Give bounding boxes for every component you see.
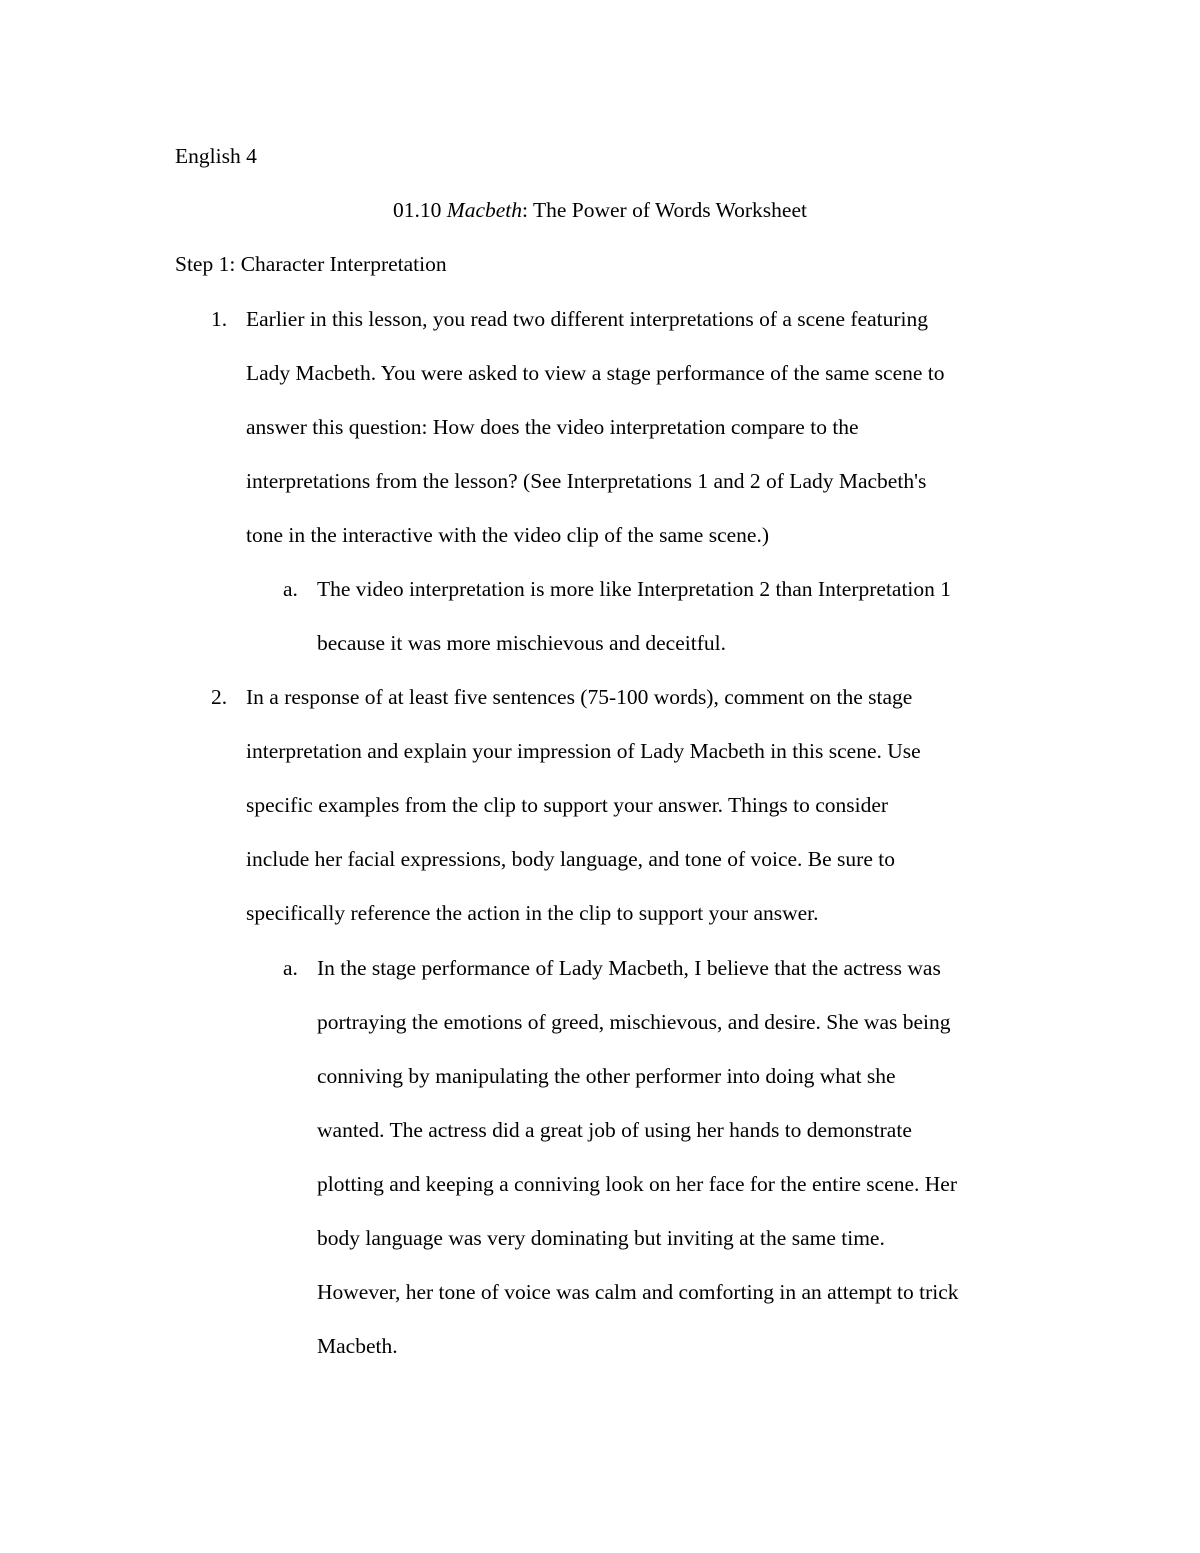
- question-1-line: answer this question: How does the video interpretation compare to the: [246, 415, 859, 439]
- answer-1-line: The video interpretation is more like Interpretation 2 than Interpretation 1: [317, 577, 952, 601]
- question-2-line: specific examples from the clip to support your answer. Things to consider: [246, 793, 889, 817]
- answer-1-line: because it was more mischievous and deceitful.: [317, 631, 726, 655]
- question-1-line: interpretations from the lesson? (See Interpretations 1 and 2 of Lady Macbeth's: [246, 469, 927, 493]
- title-rest: : The Power of Words Worksheet: [522, 198, 807, 222]
- answer-2-line: conniving by manipulating the other performer into doing what she: [317, 1064, 896, 1088]
- question-2-line: specifically reference the action in the clip to support your answer.: [246, 901, 819, 925]
- answer-1-marker: a.: [283, 577, 298, 601]
- title-italic: Macbeth: [446, 198, 522, 222]
- question-1-marker: 1.: [211, 307, 228, 331]
- question-2-line: include her facial expressions, body language, and tone of voice. Be sure to: [246, 847, 895, 871]
- question-2-line: interpretation and explain your impression of Lady Macbeth in this scene. Use: [246, 739, 921, 763]
- answer-2-line: However, her tone of voice was calm and comforting in an attempt to trick: [317, 1280, 959, 1304]
- answer-2-line: wanted. The actress did a great job of using her hands to demonstrate: [317, 1118, 912, 1142]
- question-1-line: tone in the interactive with the video clip of the same scene.): [246, 523, 769, 547]
- answer-2-line: plotting and keeping a conniving look on her face for the entire scene. Her: [317, 1172, 957, 1196]
- question-1-line: Lady Macbeth. You were asked to view a stage performance of the same scene to: [246, 361, 945, 385]
- answer-2-line: Macbeth.: [317, 1334, 398, 1358]
- answer-2-marker: a.: [283, 956, 298, 980]
- question-2-marker: 2.: [211, 685, 228, 709]
- question-1-line: Earlier in this lesson, you read two different interpretations of a scene featuring: [246, 307, 928, 331]
- question-2-line: In a response of at least five sentences (75-100 words), comment on the stage: [246, 685, 913, 709]
- worksheet-title: [0, 200, 1200, 222]
- step-heading: Step 1: Character Interpretation: [175, 252, 447, 276]
- answer-2-line: portraying the emotions of greed, mischievous, and desire. She was being: [317, 1010, 951, 1034]
- course-label: English 4: [175, 144, 257, 168]
- answer-2-line: In the stage performance of Lady Macbeth, I believe that the actress was: [317, 956, 941, 980]
- answer-2-line: body language was very dominating but inviting at the same time.: [317, 1226, 885, 1250]
- title-number: 01.10: [393, 198, 442, 222]
